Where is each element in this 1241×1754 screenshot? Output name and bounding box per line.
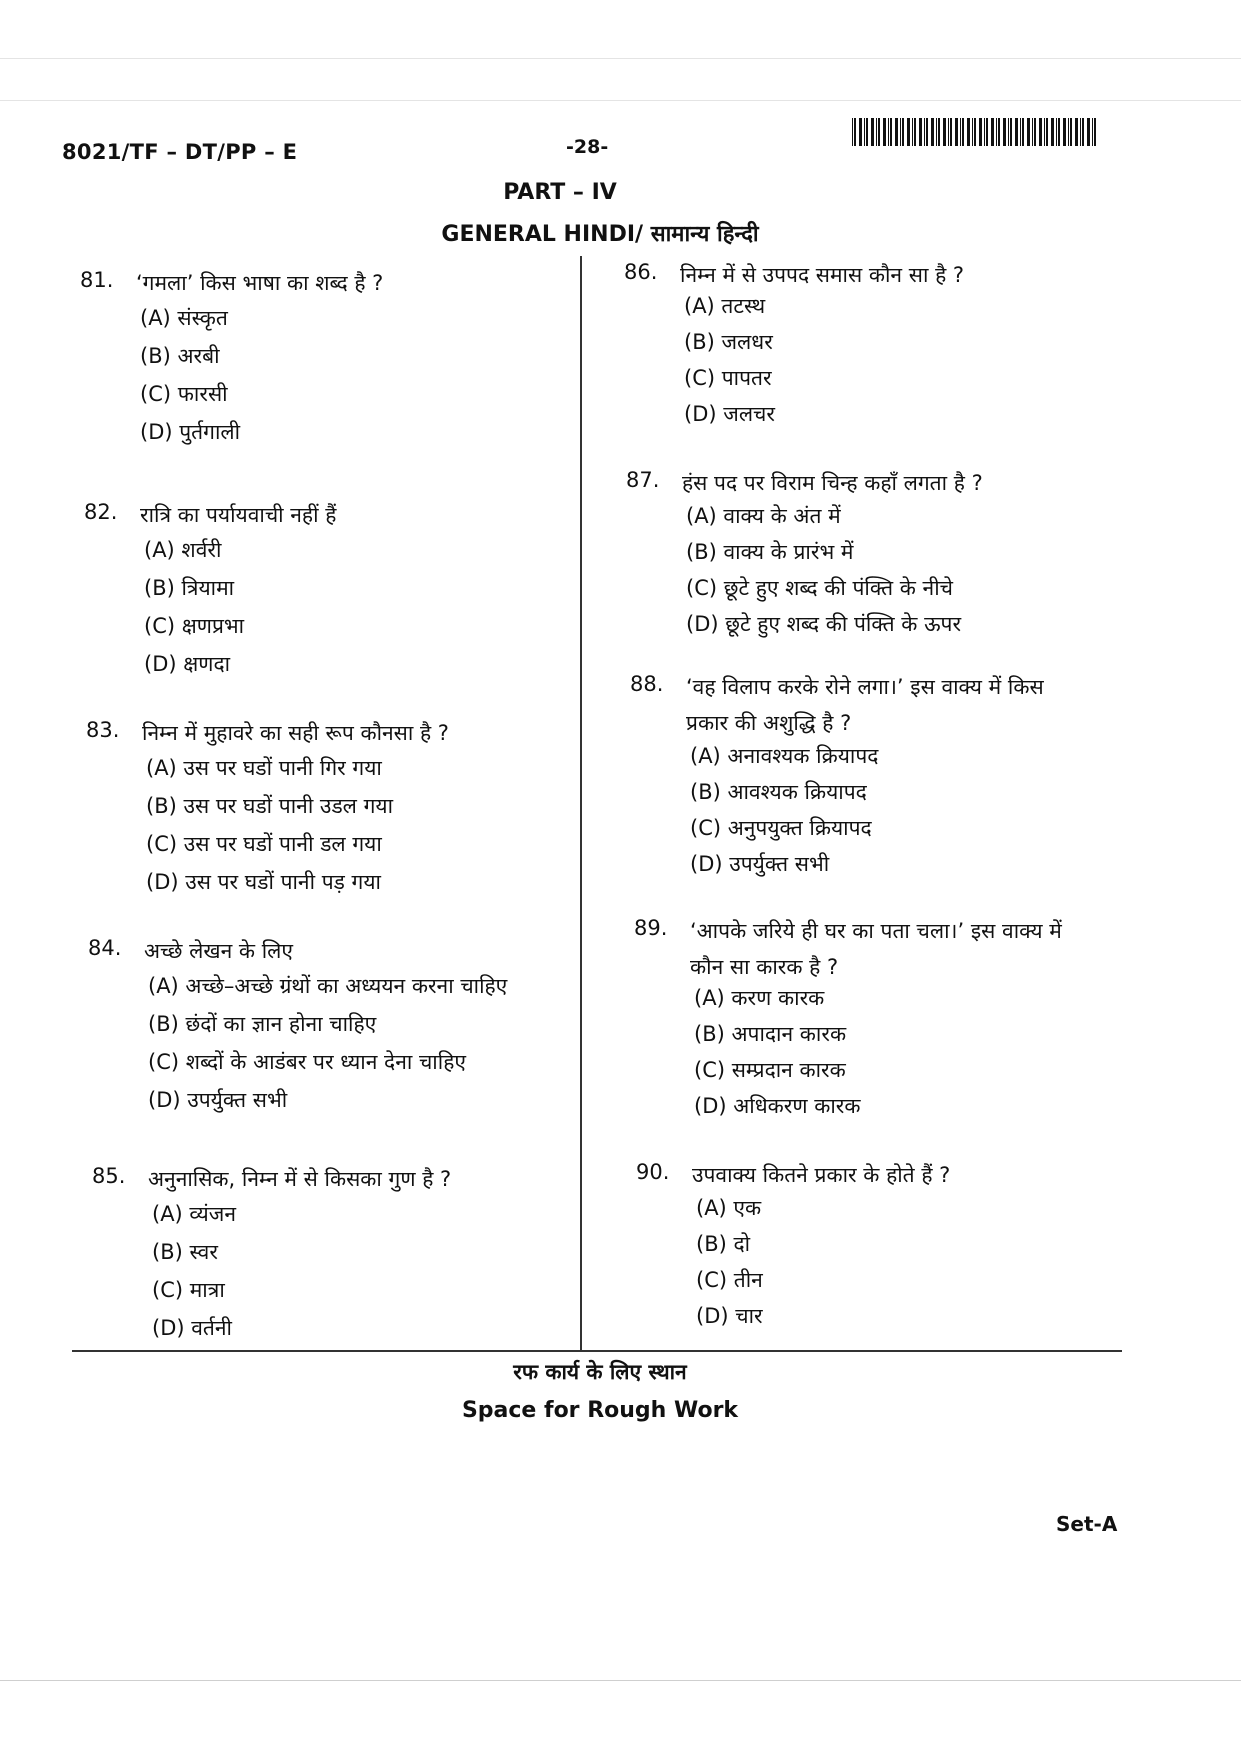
option-a: (A) अनावश्यक क्रियापद (690, 744, 879, 768)
question-text: निम्न में से उपपद समास कौन सा है ? (680, 263, 965, 287)
option-c: (C) सम्प्रदान कारक (694, 1058, 846, 1082)
part-heading: PART – IV (503, 180, 617, 205)
option-b: (B) अरबी (140, 344, 220, 368)
question-number: 90. (636, 1160, 670, 1184)
option-d: (D) क्षणदा (144, 652, 231, 676)
scan-line (0, 1680, 1241, 1681)
option-c: (C) फारसी (140, 382, 228, 406)
option-b: (B) त्रियामा (144, 576, 235, 600)
option-a: (A) उस पर घडों पानी गिर गया (146, 756, 382, 780)
question-number: 84. (88, 936, 122, 960)
question-number: 87. (626, 468, 660, 492)
bottom-rule (72, 1350, 1122, 1352)
rough-work-hindi: रफ कार्य के लिए स्थान (513, 1360, 687, 1384)
question-number: 83. (86, 718, 120, 742)
column-divider (580, 256, 582, 1351)
option-b: (B) वाक्य के प्रारंभ में (686, 540, 854, 564)
question-text: ‘गमला’ किस भाषा का शब्द है ? (136, 271, 384, 295)
option-c: (C) अनुपयुक्त क्रियापद (690, 816, 872, 840)
option-d: (D) उपर्युक्त सभी (690, 852, 830, 876)
option-a: (A) व्यंजन (152, 1202, 237, 1226)
question-text-line2: प्रकार की अशुद्धि है ? (686, 711, 852, 735)
option-b: (B) छंदों का ज्ञान होना चाहिए (148, 1012, 377, 1036)
option-a: (A) तटस्थ (684, 294, 766, 318)
option-a: (A) अच्छे–अच्छे ग्रंथों का अध्ययन करना चाहिए (148, 974, 508, 998)
option-b: (B) दो (696, 1232, 751, 1256)
option-c: (C) छूटे हुए शब्द की पंक्ति के नीचे (686, 576, 953, 600)
scan-line (0, 100, 1241, 101)
question-number: 89. (634, 916, 668, 940)
question-number: 82. (84, 500, 118, 524)
question-text: ‘आपके जरिये ही घर का पता चला।’ इस वाक्य में (690, 919, 1062, 943)
option-b: (B) आवश्यक क्रियापद (690, 780, 867, 804)
option-b: (B) स्वर (152, 1240, 218, 1264)
question-number: 88. (630, 672, 664, 696)
option-c: (C) उस पर घडों पानी डल गया (146, 832, 382, 856)
scan-line (0, 58, 1241, 59)
question-number: 85. (92, 1164, 126, 1188)
option-d: (D) पुर्तगाली (140, 420, 241, 444)
question-number: 81. (80, 268, 114, 292)
option-c: (C) तीन (696, 1268, 763, 1292)
option-a: (A) संस्कृत (140, 306, 228, 330)
subject-heading: GENERAL HINDI/ सामान्य हिन्दी (441, 222, 759, 247)
option-d: (D) छूटे हुए शब्द की पंक्ति के ऊपर (686, 612, 962, 636)
option-a: (A) शर्वरी (144, 538, 222, 562)
option-d: (D) जलचर (684, 402, 775, 426)
rough-work-english: Space for Rough Work (461, 1398, 739, 1423)
option-b: (B) जलधर (684, 330, 773, 354)
question-text: रात्रि का पर्यायवाची नहीं हैं (140, 503, 337, 527)
barcode-image (852, 118, 1098, 146)
question-text: अनुनासिक, निम्न में से किसका गुण है ? (148, 1167, 452, 1191)
page-number: -28- (566, 136, 609, 158)
option-a: (A) वाक्य के अंत में (686, 504, 841, 528)
question-text: ‘वह विलाप करके रोने लगा।’ इस वाक्य में किस (686, 675, 1044, 699)
option-a: (A) एक (696, 1196, 762, 1220)
option-c: (C) मात्रा (152, 1278, 225, 1302)
option-d: (D) वर्तनी (152, 1316, 232, 1340)
question-text-line2: कौन सा कारक है ? (690, 955, 839, 979)
question-text: हंस पद पर विराम चिन्ह कहाँ लगता है ? (682, 471, 983, 495)
option-b: (B) उस पर घडों पानी उडल गया (146, 794, 394, 818)
option-d: (D) उपर्युक्त सभी (148, 1088, 288, 1112)
question-text: निम्न में मुहावरे का सही रूप कौनसा है ? (142, 721, 449, 745)
question-number: 86. (624, 260, 658, 284)
option-d: (D) उस पर घडों पानी पड़ गया (146, 870, 381, 894)
option-d: (D) चार (696, 1304, 763, 1328)
question-text: अच्छे लेखन के लिए (144, 939, 294, 963)
option-a: (A) करण कारक (694, 986, 825, 1010)
option-c: (C) शब्दों के आडंबर पर ध्यान देना चाहिए (148, 1050, 466, 1074)
option-d: (D) अधिकरण कारक (694, 1094, 861, 1118)
option-c: (C) क्षणप्रभा (144, 614, 245, 638)
question-text: उपवाक्य कितने प्रकार के होते हैं ? (692, 1163, 951, 1187)
paper-code: 8021/TF – DT/PP – E (62, 140, 298, 164)
option-b: (B) अपादान कारक (694, 1022, 847, 1046)
set-label: Set-A (1056, 1512, 1118, 1536)
option-c: (C) पापतर (684, 366, 772, 390)
